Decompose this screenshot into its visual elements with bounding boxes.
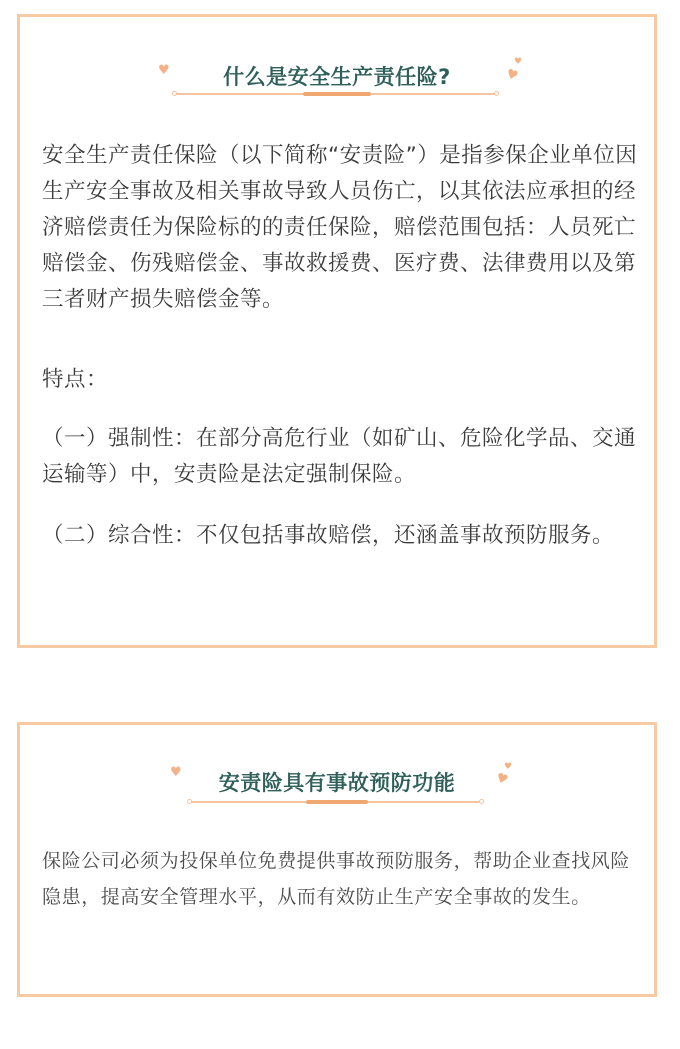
intro-paragraph: 安全生产责任保险（以下简称“安责险”）是指参保企业单位因生产安全事故及相关事故导致人员伤亡，以其依法应承担的经济赔偿责任为保险标的的责任保险，赔偿范围包括：人员死亡赔偿金、伤残赔偿金、事故救援费、医疗费、法律费用以及第三者财产损失赔偿金等。 [42,143,638,312]
prevention-paragraph: 保险公司必须为投保单位免费提供事故预防服务，帮助企业查找风险隐患，提高安全管理水平，从而有效防止生产安全事故的发生。 [42,850,631,908]
heart-icon: ♥ [514,57,523,67]
section-heading-row [20,767,654,797]
divider-dot [187,799,192,804]
feature-mandatory: （一）强制性：在部分高危行业（如矿山、危险化学品、交通运输等）中，安责险是法定强制保险。 [42,426,637,487]
divider-accent [306,800,368,804]
card-accident-prevention [17,722,657,997]
divider-accent [303,92,371,96]
heart-icon: ♥ [504,762,513,772]
feature-comprehensive: （二）综合性：不仅包括事故赔偿，还涵盖事故预防服务。 [42,523,615,548]
heart-icon: ♥ [503,66,520,85]
divider-dot [479,799,484,804]
divider-dot [172,91,177,96]
divider-dot [494,91,499,96]
section-title: 安责险具有事故预防功能 [218,771,456,795]
card-what-is-insurance [17,14,657,648]
heart-icon: ♥ [170,765,182,780]
features-label: 特点： [42,367,109,392]
heart-icon: ♥ [158,63,170,78]
section-heading-row [20,61,654,91]
section-title: 什么是安全生产责任险? [223,65,451,89]
heart-icon: ♥ [493,770,510,789]
